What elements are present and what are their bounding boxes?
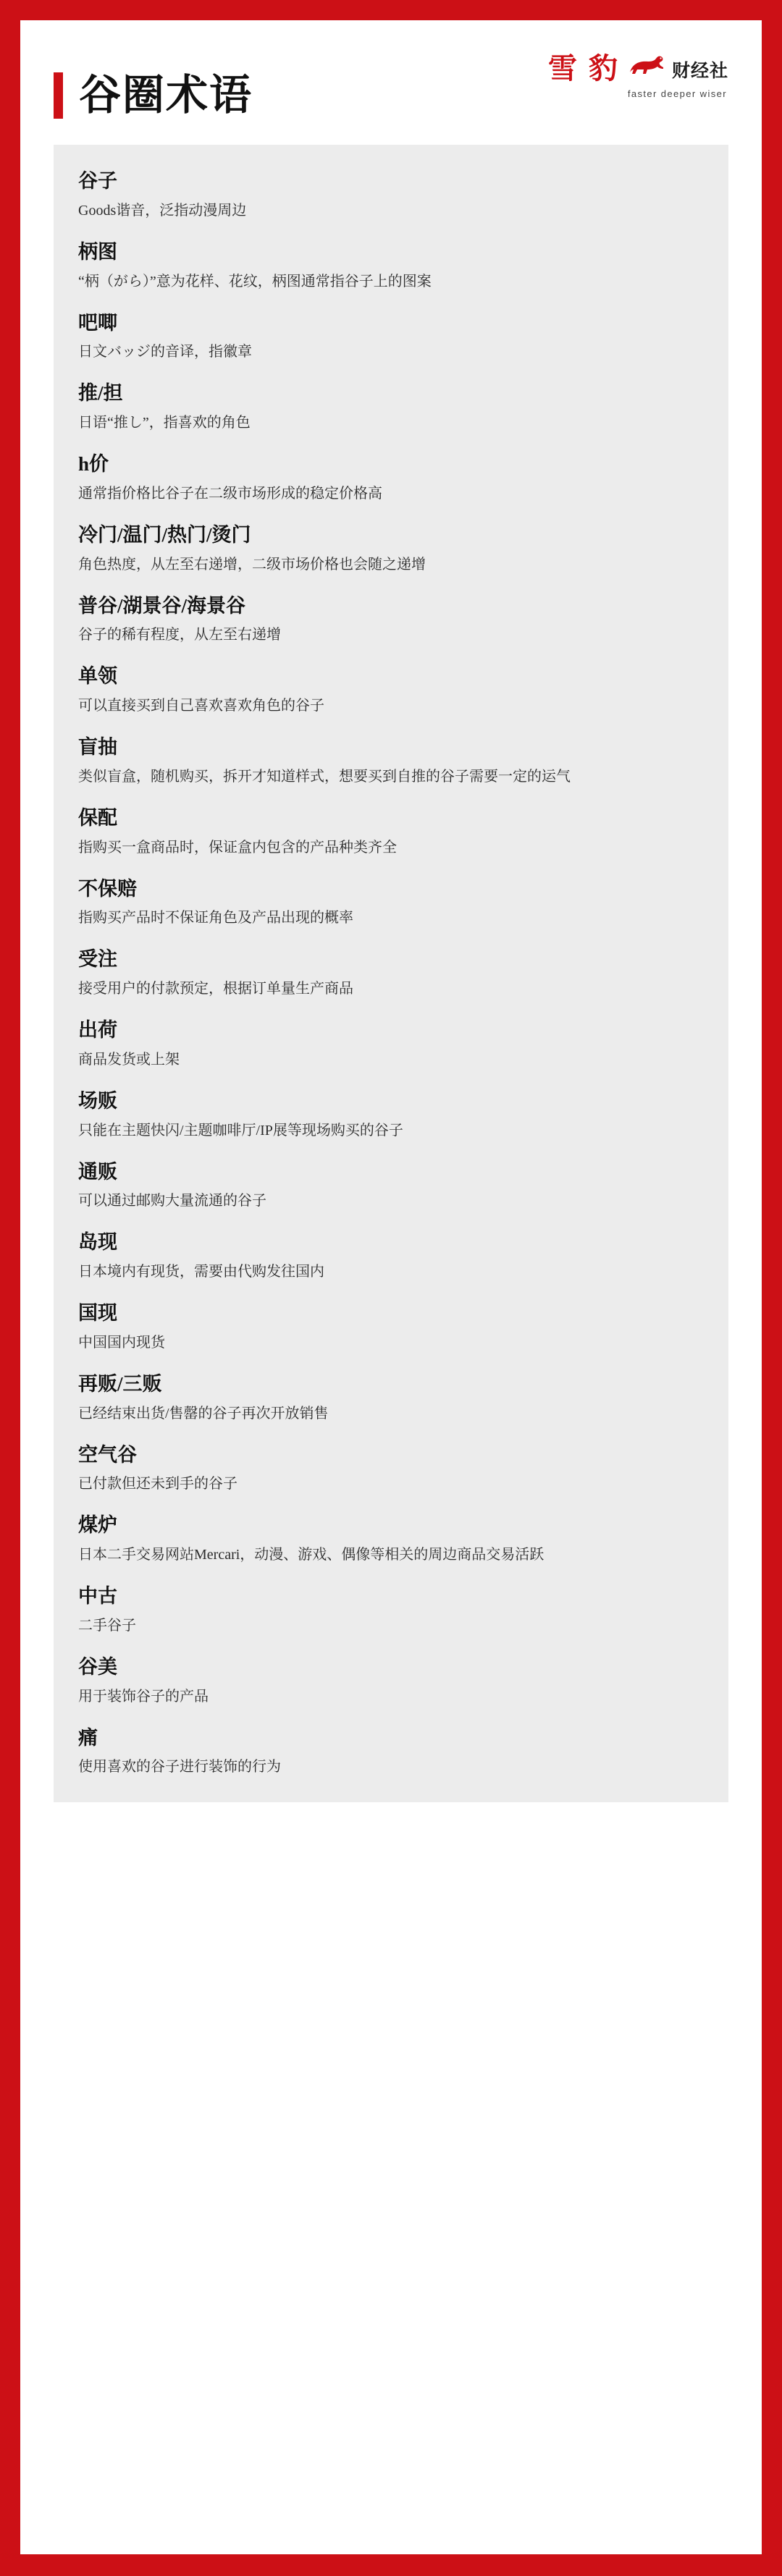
title-accent-bar <box>54 72 63 119</box>
title-block <box>54 72 253 119</box>
glossary-term-description: 可以通过邮购大量流通的谷子 <box>78 1193 266 1209</box>
glossary-term-name: 吧唧 <box>78 311 117 334</box>
glossary-term-name: 单领 <box>78 665 117 688</box>
glossary-term-description: 可以直接买到自己喜欢喜欢角色的谷子 <box>78 698 324 714</box>
glossary-term <box>78 1513 707 1566</box>
glossary-term-description: 使用喜欢的谷子进行装饰的行为 <box>78 1759 281 1775</box>
glossary-term-name: 场贩 <box>78 1089 117 1112</box>
glossary-term <box>78 169 707 221</box>
glossary-term-description: 中国国内现货 <box>78 1334 165 1351</box>
glossary-term <box>78 1160 707 1212</box>
glossary-term-name: 柄图 <box>78 240 117 263</box>
glossary-term-description: “柄（がら）”意为花样、花纹，柄图通常指谷子上的图案 <box>78 273 432 290</box>
glossary-term-description: 类似盲盒，随机购买，拆开才知道样式，想要买到自推的谷子需要一定的运气 <box>78 768 571 785</box>
glossary-term-description: 只能在主题快闪/主题咖啡厅/IP展等现场购买的谷子 <box>78 1122 403 1139</box>
glossary-term <box>78 240 707 292</box>
glossary-term-name: 出荷 <box>78 1019 117 1041</box>
glossary-term <box>78 806 707 858</box>
glossary-term-name: 中古 <box>78 1585 117 1607</box>
glossary-term-description: 接受用户的付款预定，根据订单量生产商品 <box>78 981 353 997</box>
glossary-term <box>78 1018 707 1070</box>
glossary-term <box>78 1726 707 1778</box>
glossary-term-name: 盲抽 <box>78 736 117 758</box>
glossary-term <box>78 1372 707 1424</box>
glossary-term-description: 日语“推し”，指喜欢的角色 <box>78 415 251 431</box>
glossary-term-name: h价 <box>78 453 109 475</box>
glossary-term-description: 已经结束出货/售罄的谷子再次开放销售 <box>78 1405 329 1422</box>
glossary-term-description: 二手谷子 <box>78 1617 136 1634</box>
glossary-term-name: 煤炉 <box>78 1514 117 1537</box>
glossary-term-description: 日本二手交易网站Mercari，动漫、游戏、偶像等相关的周边商品交易活跃 <box>78 1547 545 1563</box>
glossary-term <box>78 877 707 929</box>
glossary-term <box>78 1584 707 1637</box>
leopard-icon <box>627 54 666 80</box>
glossary-term-description: 日本境内有现货，需要由代购发往国内 <box>78 1264 324 1280</box>
glossary-term-description: 日文バッジ的音译，指徽章 <box>78 344 252 360</box>
glossary-term-name: 国现 <box>78 1302 117 1324</box>
glossary-term-name: 谷美 <box>78 1655 117 1678</box>
glossary-term-description: 谷子的稀有程度，从左至右递增 <box>78 627 281 643</box>
glossary-term-name: 保配 <box>78 806 117 829</box>
glossary-term-name: 空气谷 <box>78 1443 137 1466</box>
glossary-term-name: 再贩/三贩 <box>78 1372 162 1395</box>
glossary-term <box>78 1089 707 1141</box>
poster-header <box>54 49 728 126</box>
glossary-term-name: 谷子 <box>78 170 117 192</box>
glossary-term <box>78 452 707 504</box>
glossary-term <box>78 311 707 363</box>
glossary-term <box>78 664 707 717</box>
glossary-term-description: 通常指价格比谷子在二级市场形成的稳定价格高 <box>78 485 382 502</box>
glossary-term <box>78 1443 707 1495</box>
glossary-term <box>78 947 707 1000</box>
glossary-term-name: 通贩 <box>78 1160 117 1183</box>
glossary-term-name: 不保赔 <box>78 877 137 900</box>
glossary-term-description: 指购买一盒商品时，保证盒内包含的产品种类齐全 <box>78 839 397 856</box>
glossary-term <box>78 594 707 646</box>
glossary-term <box>78 1230 707 1283</box>
page-title: 谷圈术语 <box>79 72 253 119</box>
glossary-term <box>78 1655 707 1707</box>
glossary-term-description: 用于装饰谷子的产品 <box>78 1688 209 1705</box>
glossary-term <box>78 1301 707 1354</box>
glossary-term-name: 冷门/温门/热门/烫门 <box>78 523 251 546</box>
glossary-term-description: 角色热度，从左至右递增，二级市场价格也会随之递增 <box>78 556 426 573</box>
brand-name-cn: 雪 豹 <box>547 51 620 85</box>
glossary-term-description: 商品发货或上架 <box>78 1051 180 1068</box>
poster-sheet <box>20 20 762 2554</box>
glossary-term <box>78 381 707 434</box>
brand-name-suffix: 财经社 <box>671 62 728 81</box>
brand-row <box>547 51 728 85</box>
brand-logo <box>547 51 728 99</box>
glossary-term-name: 痛 <box>78 1726 98 1749</box>
glossary-term <box>78 523 707 575</box>
glossary-panel <box>54 145 728 1802</box>
glossary-term-description: 指购买产品时不保证角色及产品出现的概率 <box>78 910 353 926</box>
glossary-term-name: 普谷/湖景谷/海景谷 <box>78 594 246 617</box>
glossary-term-name: 岛现 <box>78 1231 117 1254</box>
glossary-term-name: 受注 <box>78 948 117 971</box>
glossary-term-name: 推/担 <box>78 382 123 405</box>
glossary-term <box>78 735 707 787</box>
glossary-term-description: Goods谐音，泛指动漫周边 <box>78 202 247 219</box>
brand-tagline: faster deeper wiser <box>627 88 727 99</box>
glossary-term-description: 已付款但还未到手的谷子 <box>78 1476 237 1492</box>
